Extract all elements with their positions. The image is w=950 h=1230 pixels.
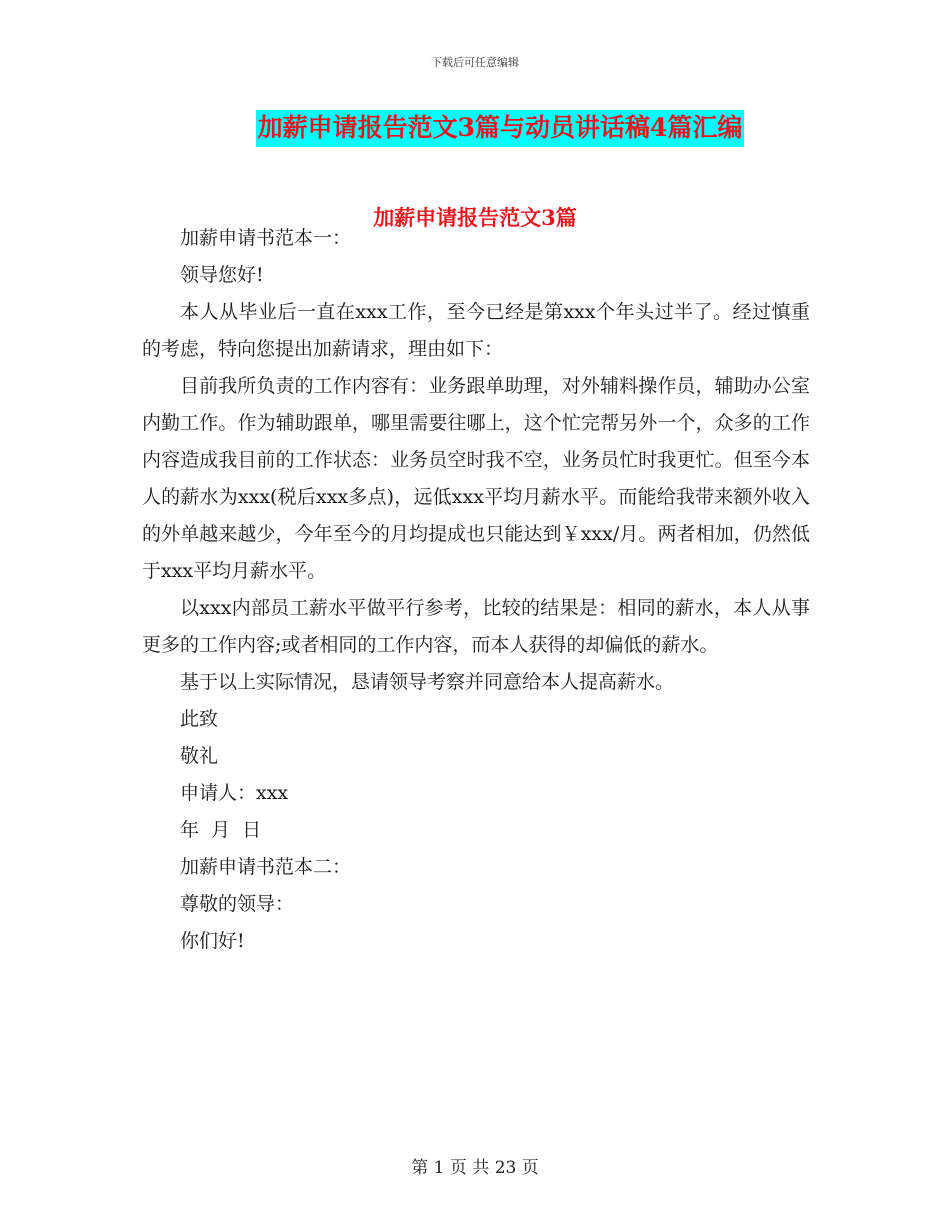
paragraph: 加薪申请书范本二： <box>180 856 352 878</box>
paragraph: 领导您好! <box>180 264 264 286</box>
paragraph: 申请人：xxx <box>180 782 289 804</box>
paragraph: 目前我所负责的工作内容有：业务跟单助理，对外辅料操作员，辅助办公室内勤工作。作为辅助跟单，哪里需要往哪上，这个忙完帮另外一个，众多的工作内容造成我目前的工作状态：业务员空时我不空，业务员忙时我更忙。但至今本人的薪水为xxx(税后xxx多点)，远低xxx平均月薪水平。而能给我带来额外收入的外单越来越少，今年至今的月均提成也只能达到￥xxx/月。两者相加，仍然低于xxx平均月薪水平。 <box>142 375 810 582</box>
main-title: 加薪申请报告范文3篇与动员讲话稿4篇汇编 <box>256 110 745 147</box>
paragraph: 以xxx内部员工薪水平做平行参考，比较的结果是：相同的薪水，本人从事更多的工作内容;或者相同的工作内容，而本人获得的却偏低的薪水。 <box>142 597 810 656</box>
paragraph: 尊敬的领导： <box>180 893 295 915</box>
paragraph: 你们好! <box>180 930 245 952</box>
paragraph: 年 月 日 <box>180 819 262 841</box>
header-note: 下载后可任意编辑 <box>431 56 519 69</box>
paragraph: 本人从毕业后一直在xxx工作，至今已经是第xxx个年头过半了。经过慎重的考虑，特向您提出加薪请求，理由如下： <box>142 301 810 360</box>
paragraph: 敬礼 <box>180 745 219 767</box>
main-title-container <box>0 110 950 147</box>
page-number: 第 1 页 共 23 页 <box>411 1158 539 1178</box>
section-title: 加薪申请报告范文3篇 <box>373 205 577 230</box>
document-body <box>142 220 810 960</box>
paragraph: 此致 <box>180 708 219 730</box>
paragraph: 加薪申请书范本一： <box>180 227 352 249</box>
paragraph: 基于以上实际情况，恳请领导考察并同意给本人提高薪水。 <box>180 671 675 693</box>
